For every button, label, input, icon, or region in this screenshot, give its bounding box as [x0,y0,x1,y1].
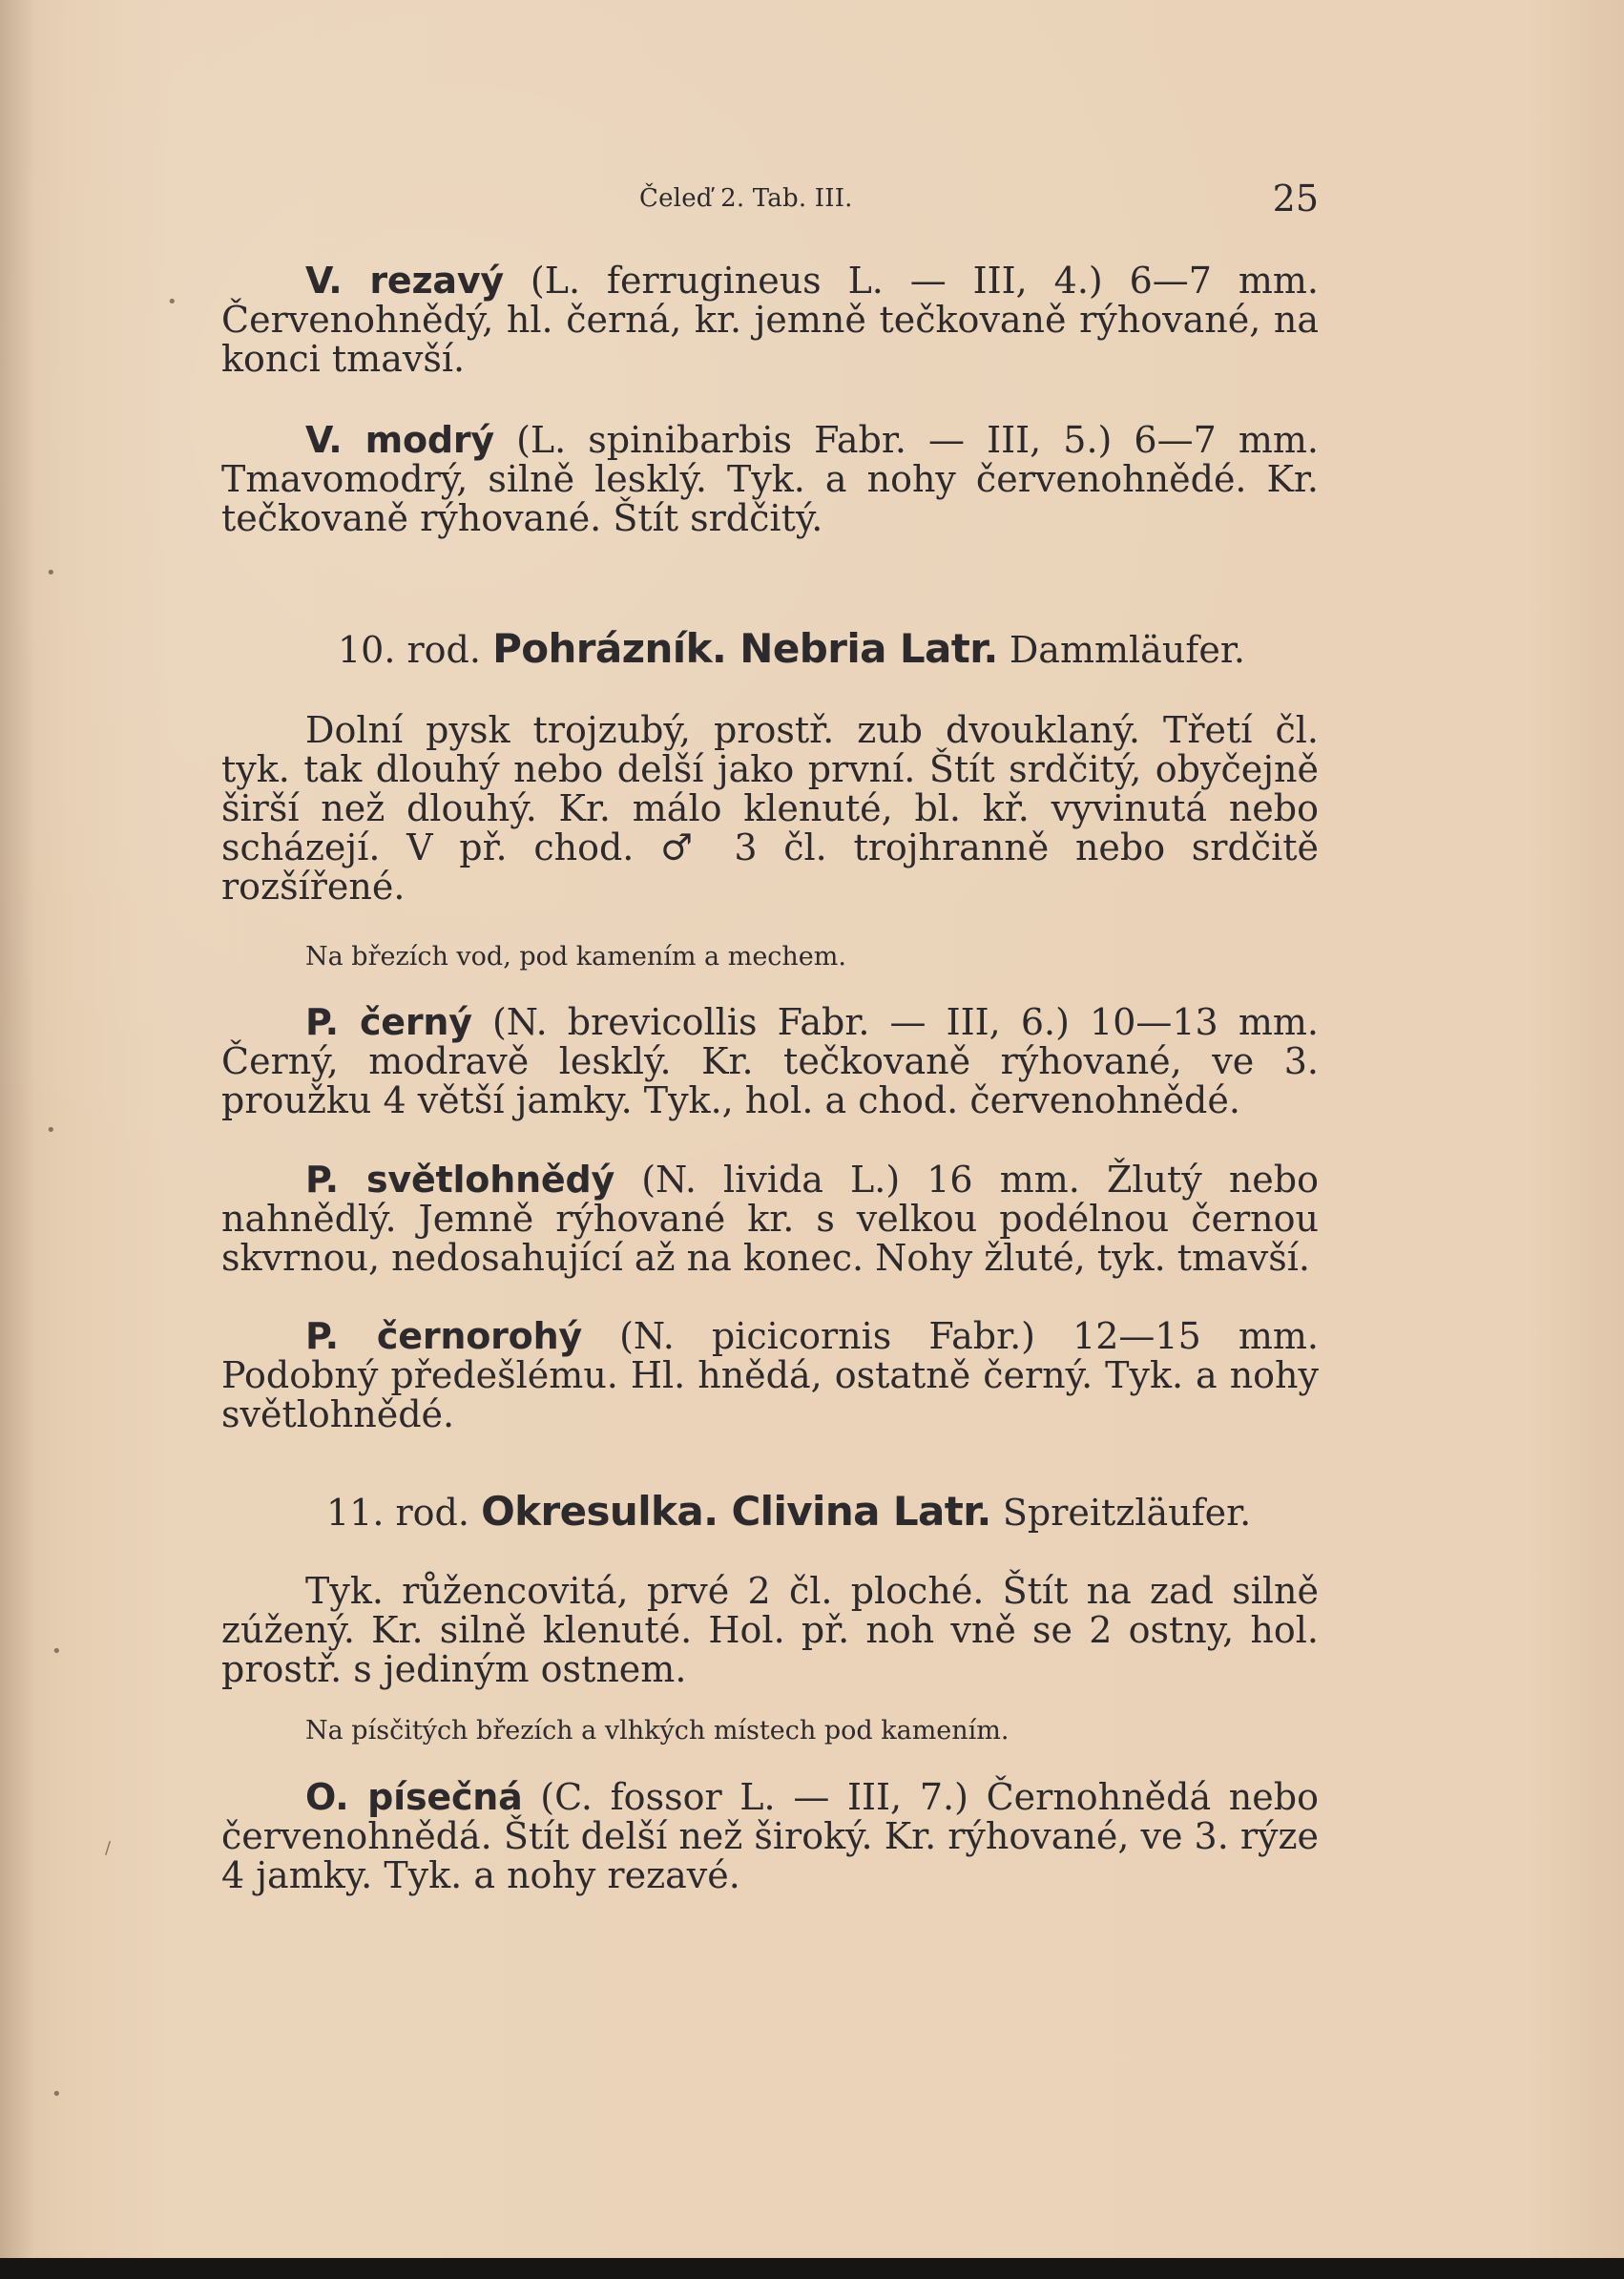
running-title: Čeleď 2. Tab. III. [639,184,853,213]
species-entry-p-cernorohy [221,1317,1319,1434]
species-entry-p-svetlohnedy [221,1160,1319,1278]
margin-mark-icon: • [46,1120,56,1140]
spine-shadow [0,0,34,2279]
species-description: (N. brevicollis Fabr. — III, 6.) 10—13 mm. Černý, modravě lesklý. Kr. tečkovaně rýhované, ve 3. proužku 4 větší jamky. Tyk., hol. a chod. červenohnědé. [221,1001,1319,1121]
genus-name: Pohrázník. Nebria Latr. [492,625,998,672]
habitat-note-11: Na písčitých březích a vlhkých místech pod kamením. [305,1716,1010,1746]
margin-mark-icon: • [46,563,56,583]
species-description: (N. picicornis Fabr.) 12—15 mm. Podobný předešlému. Hl. hnědá, ostatně černý. Tyk. a nohy světlohnědé. [221,1315,1319,1435]
margin-mark-icon: / [105,1838,112,1858]
species-description: (C. fossor L. — III, 7.) Černohnědá nebo červenohnědá. Štít delší než široký. Kr. rýhované, ve 3. rýze 4 jamky. Tyk. a nohy rezavé. [221,1776,1319,1896]
genus-description-text: Dolní pysk trojzubý, prostř. zub dvouklaný. Třetí čl. tyk. tak dlouhý nebo delší jako první. Štít srdčitý, obyčejně širší než dlouhý. Kr. málo klenuté, bl. kř. vyvinutá nebo scházejí. V př. chod. ♂ 3 čl. trojhranně nebo srdčitě rozšířené. [221,709,1319,908]
genus-name: Okresulka. Clivina Latr. [481,1488,991,1535]
species-name: P. černorohý [305,1315,583,1357]
page-number: 25 [1272,178,1319,220]
species-entry-o-pisecna [221,1778,1319,1895]
genus-heading-11 [326,1488,1424,1535]
species-description: (L. ferrugineus L. — III, 4.) 6—7 mm. Červenohnědý, hl. černá, kr. jemně tečkovaně rýhované, na konci tmavší. [221,260,1319,380]
scan-bottom-edge [0,2258,1624,2279]
page-header [221,178,1319,221]
species-name: V. modrý [305,419,494,461]
genus-description-11 [221,1572,1319,1689]
species-name: P. černý [305,1001,472,1043]
genus-german-name: Dammläufer. [1009,629,1245,671]
genus-german-name: Spreitzläufer. [1002,1492,1252,1534]
margin-mark-icon: • [52,2084,62,2104]
genus-heading-10 [338,625,1435,672]
margin-mark-icon: • [52,1641,62,1662]
species-entry-p-cerny [221,1003,1319,1120]
species-name: V. rezavý [305,260,504,302]
species-description: (L. spinibarbis Fabr. — III, 5.) 6—7 mm. Tmavomodrý, silně lesklý. Tyk. a nohy červenohnědé. Kr. tečkovaně rýhované. Štít srdčitý. [221,419,1319,539]
genus-description-text: Tyk. růžencovitá, prvé 2 čl. ploché. Štít na zad silně zúžený. Kr. silně klenuté. Hol. př. noh vně se 2 ostny, hol. prostř. s jediným ostnem. [221,1570,1319,1690]
species-entry-v-modry [221,421,1319,538]
genus-number: 10. rod. [338,629,481,671]
genus-description-10 [221,711,1319,907]
genus-number: 11. rod. [326,1492,469,1534]
species-name: P. světlohnědý [305,1159,615,1201]
margin-dot-icon: • [167,292,177,312]
species-name: O. písečná [305,1776,523,1818]
species-entry-v-rezavy [221,261,1319,379]
habitat-note-10: Na březích vod, pod kamením a mechem. [305,942,846,972]
species-description: (N. livida L.) 16 mm. Žlutý nebo nahnědlý. Jemně rýhované kr. s velkou podélnou černou skvrnou, nedosahující až na konec. Nohy žluté, tyk. tmavší. [221,1159,1319,1279]
